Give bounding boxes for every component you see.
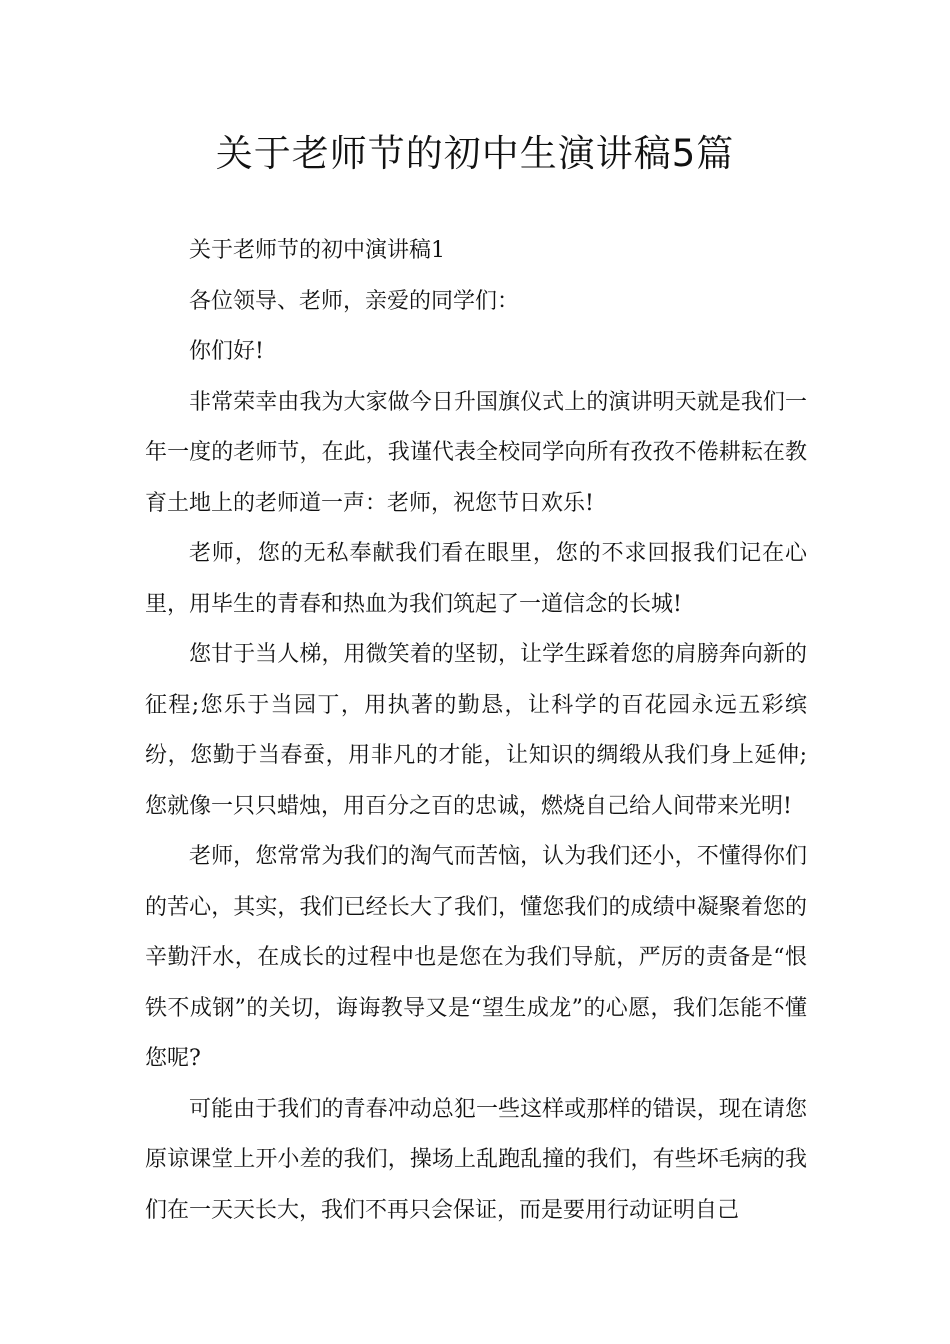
paragraph: 老师，您常常为我们的淘气而苦恼，认为我们还小，不懂得你们的苦心，其实，我们已经长大了我们，懂您我们的成绩中凝聚着您的辛勤汗水，在成长的过程中也是您在为我们导航，严厉的责备是“恨铁不成钢”的关切，诲诲教导又是“望生成龙”的心愿，我们怎能不懂您呢?	[145, 844, 807, 1071]
document-body	[145, 226, 807, 1236]
paragraph: 可能由于我们的青春冲动总犯一些这样或那样的错误，现在请您原谅课堂上开小差的我们，操场上乱跑乱撞的我们，有些坏毛病的我们在一天天长大，我们不再只会保证，而是要用行动证明自己	[145, 1096, 807, 1223]
document-title: 关于老师节的初中生演讲稿5篇	[215, 132, 735, 175]
paragraph: 老师，您的无私奉献我们看在眼里，您的不求回报我们记在心里，用毕生的青春和热血为我们筑起了一道信念的长城!	[145, 541, 807, 617]
paragraph-salutation: 各位领导、老师，亲爱的同学们：	[189, 288, 520, 314]
paragraph: 非常荣幸由我为大家做今日升国旗仪式上的演讲明天就是我们一年一度的老师节，在此，我谨代表全校同学向所有孜孜不倦耕耘在教育土地上的老师道一声：老师，祝您节日欢乐!	[145, 389, 807, 516]
paragraph-heading: 关于老师节的初中演讲稿1	[189, 238, 445, 263]
paragraph-greeting: 你们好!	[189, 339, 264, 364]
paragraph: 您甘于当人梯，用微笑着的坚韧，让学生踩着您的肩膀奔向新的征程;您乐于当园丁，用执著的勤恳，让科学的百花园永远五彩缤纷，您勤于当春蚕，用非凡的才能，让知识的绸缎从我们身上延伸;您就像一只只蜡烛，用百分之百的忠诚，燃烧自己给人间带来光明!	[145, 642, 807, 819]
